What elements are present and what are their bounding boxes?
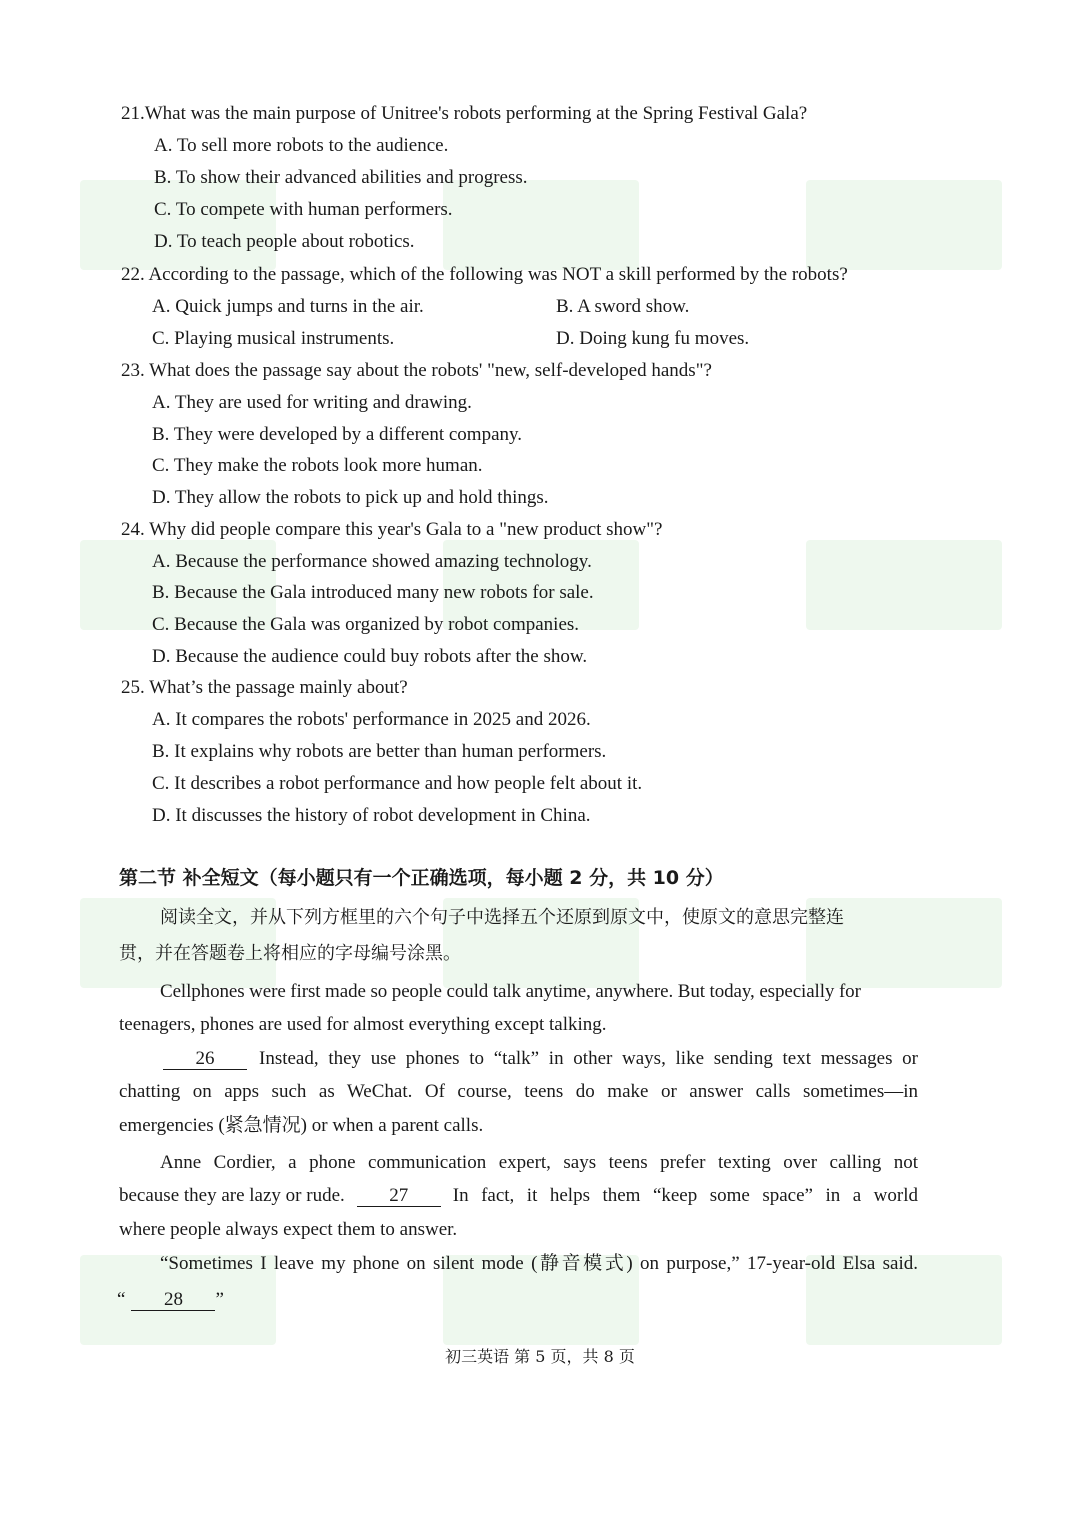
question-23-option-a: A. They are used for writing and drawing.	[152, 392, 472, 413]
question-24-option-b: B. Because the Gala introduced many new robots for sale.	[152, 582, 594, 603]
question-23-option-d: D. They allow the robots to pick up and hold things.	[152, 487, 549, 508]
passage-p2-line-1	[163, 1047, 918, 1071]
question-22-option-c: C. Playing musical instruments.	[152, 328, 395, 349]
question-25-stem: 25. What’s the passage mainly about?	[121, 677, 408, 698]
question-24-option-c: C. Because the Gala was organized by robot companies.	[152, 614, 580, 635]
question-24-stem: 24. Why did people compare this year's Gala to a "new product show"?	[121, 519, 663, 540]
passage-p3-line-1: Anne Cordier, a phone communication expert, says teens prefer texting over calling not	[160, 1152, 918, 1173]
blank-26[interactable]: 26	[163, 1049, 247, 1070]
instructions-line-2: 贯，并在答题卷上将相应的字母编号涂黑。	[119, 943, 461, 964]
instructions-line-1: 阅读全文，并从下列方框里的六个句子中选择五个还原到原文中，使原文的意思完整连	[160, 907, 844, 928]
question-25-option-c: C. It describes a robot performance and how people felt about it.	[152, 773, 643, 794]
question-25-option-d: D. It discusses the history of robot development in China.	[152, 805, 591, 826]
watermark	[80, 180, 276, 270]
question-21-stem: 21.What was the main purpose of Unitree's robots performing at the Spring Festival Gala?	[121, 103, 808, 124]
passage-p3-line-2-start: because they are lazy or rude.	[119, 1185, 345, 1206]
watermark	[806, 180, 1002, 270]
passage-p2-line-3: emergencies (紧急情况) or when a parent calls.	[119, 1115, 484, 1136]
blank-28[interactable]: 28	[131, 1290, 215, 1311]
question-21-option-c: C. To compete with human performers.	[154, 199, 453, 220]
quote-close: ”	[215, 1289, 224, 1310]
question-25-option-a: A. It compares the robots' performance in 2025 and 2026.	[152, 709, 591, 730]
question-21-option-d: D. To teach people about robotics.	[154, 231, 415, 252]
question-21-option-a: A. To sell more robots to the audience.	[154, 135, 449, 156]
question-25-option-b: B. It explains why robots are better than human performers.	[152, 741, 607, 762]
question-23-stem: 23. What does the passage say about the robots' "new, self-developed hands"?	[121, 360, 712, 381]
blank-27[interactable]: 27	[357, 1186, 441, 1207]
question-24-option-d: D. Because the audience could buy robots after the show.	[152, 646, 588, 667]
question-23-option-b: B. They were developed by a different company.	[152, 424, 523, 445]
passage-p4-line-2	[117, 1288, 224, 1312]
passage-p2-line-2: chatting on apps such as WeChat. Of course, teens do make or answer calls sometimes—in	[119, 1081, 918, 1102]
passage-p1-line-1: Cellphones were first made so people could talk anytime, anywhere. But today, especially for	[160, 981, 861, 1002]
watermark	[443, 180, 639, 270]
question-22-stem: 22. According to the passage, which of the following was NOT a skill performed by the robots?	[121, 264, 848, 285]
passage-p3-line-2-end: In fact, it helps them “keep some space” in a world	[452, 1185, 918, 1206]
passage-p1-line-2: teenagers, phones are used for almost everything except talking.	[119, 1014, 607, 1035]
section-heading: 第二节 补全短文（每小题只有一个正确选项，每小题 2 分，共 10 分）	[119, 867, 724, 889]
passage-p3-line-3: where people always expect them to answer.	[119, 1219, 458, 1240]
passage-p4-line-1: “Sometimes I leave my phone on silent mode (静音模式) on purpose,” 17-year-old Elsa said.	[160, 1253, 918, 1274]
question-22-option-b: B. A sword show.	[556, 296, 690, 317]
passage-p3-line-2	[119, 1184, 918, 1208]
page-footer: 初三英语 第 5 页，共 8 页	[445, 1347, 635, 1366]
watermark	[806, 540, 1002, 630]
passage-p2-line-1-text: Instead, they use phones to “talk” in other ways, like sending text messages or	[259, 1048, 918, 1069]
question-22-option-d: D. Doing kung fu moves.	[556, 328, 750, 349]
question-21-option-b: B. To show their advanced abilities and progress.	[154, 167, 528, 188]
question-23-option-c: C. They make the robots look more human.	[152, 455, 483, 476]
quote-open: “	[117, 1289, 126, 1310]
question-24-option-a: A. Because the performance showed amazing technology.	[152, 551, 592, 572]
question-22-option-a: A. Quick jumps and turns in the air.	[152, 296, 424, 317]
